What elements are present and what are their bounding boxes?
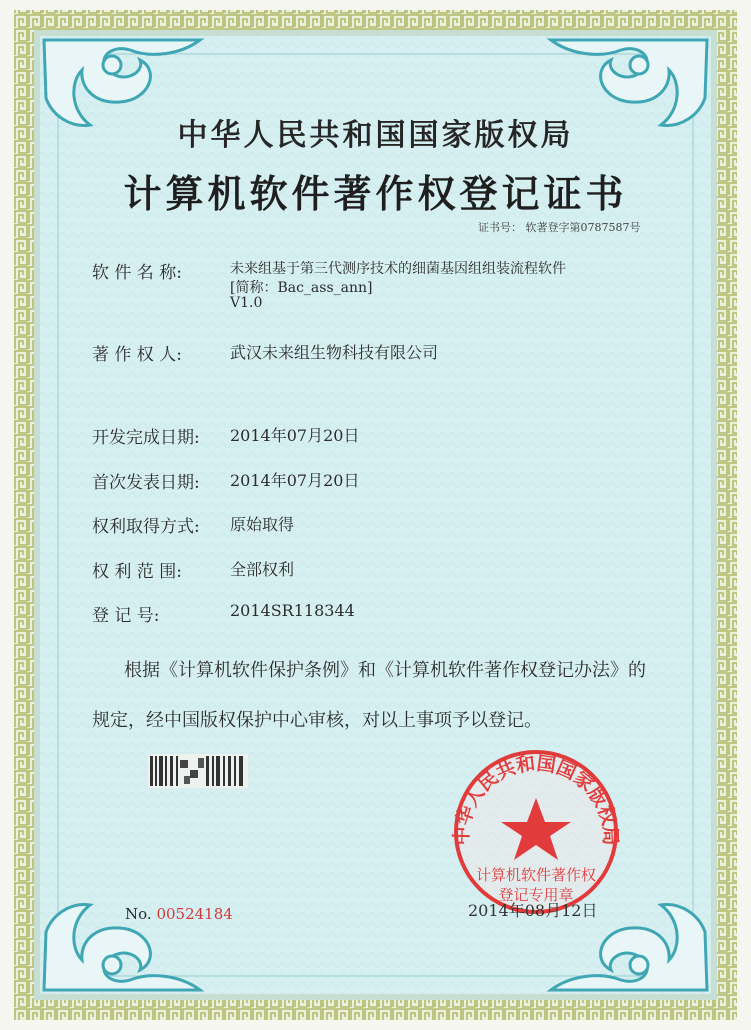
owner-value: 武汉未来组生物科技有限公司 [230,343,439,362]
serial-number [125,905,233,923]
seal-ring-text: 中华人民共和国国家版权局 [450,752,622,846]
owner-label: 著 作 权 人: [92,345,182,365]
certificate-number: 证书号： 软著登字第0787587号 [478,221,641,234]
scope-label: 权 利 范 围: [92,562,182,582]
registration-label: 登 记 号: [92,606,160,626]
statement-line-1: 根据《计算机软件保护条例》和《计算机软件著作权登记办法》的 [124,660,646,681]
serial-label: No. [125,905,152,923]
scope-value: 全部权利 [230,560,295,579]
registration-number: 2014SR118344 [230,601,355,620]
acquire-label: 权利取得方式: [92,517,200,537]
svg-text:计算机软件著作权: 计算机软件著作权 [475,866,597,884]
pub-date-label: 首次发表日期: [92,473,200,493]
barcode-icon [148,754,248,788]
statement-line-2: 规定，经中国版权保护中心审核，对以上事项予以登记。 [92,710,542,731]
software-version: V1.0 [230,295,263,311]
svg-text:登记专用章: 登记专用章 [498,886,574,904]
issue-date: 2014年08月12日 [468,901,598,920]
dev-date-label: 开发完成日期: [92,428,200,448]
software-name: 未来组基于第三代测序技术的细菌基因组组装流程软件 [230,261,566,277]
acquire-value: 原始取得 [230,515,295,534]
page-title: 计算机软件著作权登记证书 [123,171,628,216]
pub-date-value: 2014年07月20日 [230,471,360,490]
dev-date-value: 2014年07月20日 [230,426,360,445]
issuing-agency: 中华人民共和国国家版权局 [177,118,574,153]
software-short-name: [简称：Bac_ass_ann] [230,280,373,296]
serial-value: 00524184 [156,905,233,923]
software-name-label: 软 件 名 称: [92,263,182,283]
